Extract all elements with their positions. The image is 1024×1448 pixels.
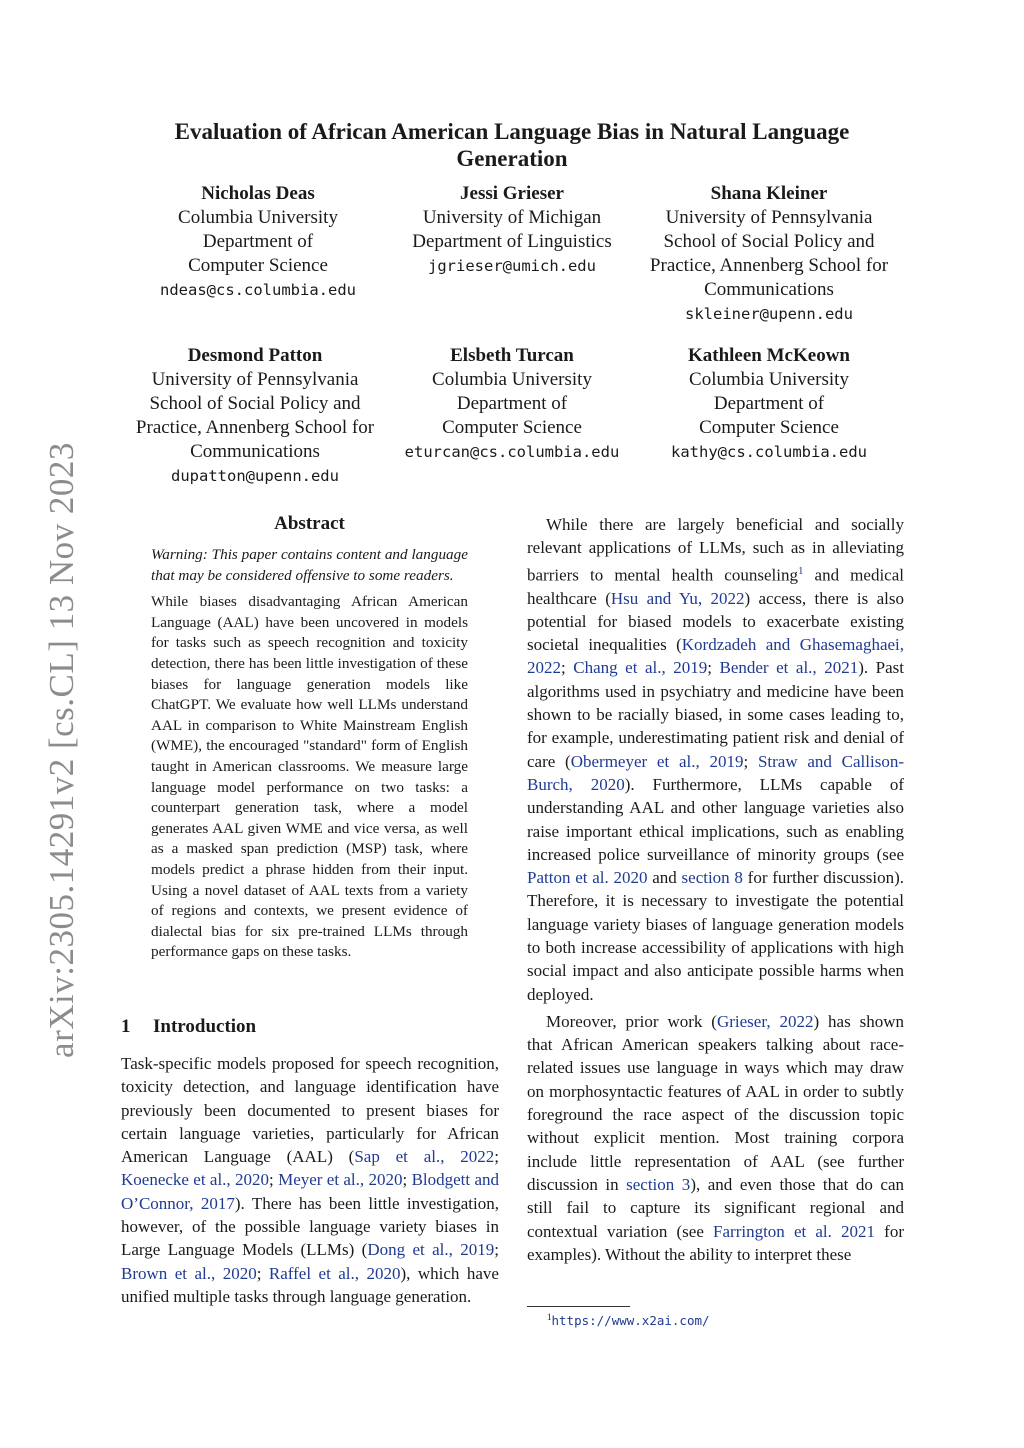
author-email[interactable]: ndeas@cs.columbia.edu (160, 281, 356, 299)
citation-link[interactable]: Blodgett and O’Connor, 2017 (121, 1170, 499, 1213)
citation-link[interactable]: Kordzadeh and Ghasemaghaei, 2022 (527, 635, 905, 678)
paragraph: Task-specific models proposed for speech recognition, toxicity detection, and language identification have previously been documented to present biases for certain language varieties, particularly for African American Language (AAL) (Sap et al., 2022; Koenecke et al., 2020; Meyer et al., 2020; Blodgett and O’Connor, 2017). There has been little investigation, however, of the possible language variety biases in Large Language Models (LLMs) (Dong et al., 2019; Brown et al., 2020; Raffel et al., 2020), which have unified multiple tasks through language generation. (121, 1054, 499, 1306)
author-email[interactable]: skleiner@upenn.edu (685, 305, 853, 323)
author-email[interactable]: eturcan@cs.columbia.edu (404, 443, 620, 461)
author-email[interactable]: jgrieser@umich.edu (428, 257, 596, 275)
intro-left-column (121, 1052, 499, 1308)
author-block (632, 182, 906, 326)
citation-link[interactable]: Hsu and Yu, 2022 (610, 588, 745, 608)
citation-link[interactable]: Raffel et al., 2020 (268, 1263, 401, 1283)
footnote-number: 1 (547, 1312, 552, 1322)
paragraph: Moreover, prior work (Grieser, 2022) has shown that African American speakers talking about race-related issues use language in ways which may draw on morphosyntactic features of AAL in order to subtly foreground the race aspect of the discussion topic without explicit mention. Most training corpora include little representation of AAL (see further discussion in section 3), and even those that do can still fail to capture its significant regional and contextual variation (see Farrington et al. 2021 for examples). Without the ability to interpret these (527, 1011, 905, 1264)
footnote-mark[interactable]: 1 (797, 564, 804, 577)
paper-title: Evaluation of African American Language Bias in Natural Language Generation (174, 119, 850, 171)
citation-link[interactable]: Obermeyer et al., 2019 (570, 751, 744, 771)
paragraph: While there are largely beneficial and socially relevant applications of LLMs, such as in alleviating barriers to mental health counseling$^1$ and medical healthcare (Hsu and Yu, 2022) access, there is also potential for biased models to exacerbate existing societal inequalities (Kordzadeh and Ghasemaghaei, 2022; Chang et al., 2019; Bender et al., 2021). Past algorithms used in psychiatry and medicine have been shown to be racially biased, in some cases leading to, for example, underestimating patient risk and denial of care (Obermeyer et al., 2019; Straw and Callison-Burch, 2020). Furthermore, LLMs capable of understanding AAL and other language varieties also raise important ethical implications, such as enabling increased police surveillance of minority groups (see Patton et al. 2020 and section 8 for further discussion). Therefore, it is necessary to investigate the potential language variety biases of language generation models to both increase accessibility of applications with high social impact and also anticipate possible harms when deployed. (527, 515, 905, 1004)
author-affiliation: Columbia University Department of Computer Science (178, 207, 338, 276)
author-affiliation: University of Michigan Department of Linguistics (412, 207, 612, 252)
author-block (392, 182, 632, 278)
citation-link[interactable]: Patton et al. 2020 (527, 868, 648, 888)
abstract-warning: Warning: This paper contains content and language that may be considered offensive to some readers. (151, 546, 468, 584)
section-link[interactable]: section 3 (626, 1174, 691, 1194)
author-name: Nicholas Deas (201, 183, 315, 204)
author-affiliation: Columbia University Department of Computer Science (432, 369, 592, 438)
author-name: Shana Kleiner (710, 183, 828, 204)
author-email[interactable]: kathy@cs.columbia.edu (671, 443, 867, 461)
citation-link[interactable]: Sap et al., 2022 (354, 1147, 495, 1167)
citation-link[interactable]: Straw and Callison-Burch, 2020 (527, 751, 904, 794)
footnote-url[interactable]: https://www.x2ai.com/ (551, 1313, 710, 1328)
author-name: Elsbeth Turcan (450, 345, 574, 366)
author-block (648, 344, 890, 464)
author-name: Jessi Grieser (460, 183, 564, 204)
author-email[interactable]: dupatton@upenn.edu (171, 467, 339, 485)
section-link[interactable]: section 8 (681, 868, 743, 888)
author-name: Desmond Patton (187, 345, 323, 366)
footnote-divider (527, 1306, 630, 1307)
citation-link[interactable]: Koenecke et al., 2020 (121, 1170, 270, 1190)
section-heading-introduction (121, 1016, 256, 1038)
footnote (547, 1312, 710, 1329)
author-name: Kathleen McKeown (687, 345, 850, 366)
section-title: Introduction (153, 1016, 257, 1037)
citation-link[interactable]: Farrington et al. 2021 (713, 1221, 876, 1241)
abstract-body: While biases disadvantaging African American Language (AAL) have been uncovered in models for tasks such as speech recognition and toxicity detection, there has been little investigation of these biases for language generation models like ChatGPT. We evaluate how well LLMs understand AAL in comparison to White Mainstream English (WME), the encouraged "standard" form of English taught in American classrooms. We measure large language model performance on two tasks: a counterpart generation task, where a model generates AAL given WME and vice versa, as well as a masked span prediction (MSP) task, where models predict a phrase hidden from their input. Using a novel dataset of AAL texts from a variety of regions and contexts, we present evidence of dialectal bias for six pre-trained LLMs through performance gaps on these tasks. (151, 593, 468, 961)
citation-link[interactable]: Bender et al., 2021 (719, 658, 859, 678)
author-block (392, 344, 632, 464)
section-number: 1 (121, 1016, 131, 1037)
arxiv-id: arXiv:2305.14291v2 [cs.CL] 13 Nov 2023 (42, 442, 81, 1058)
abstract-heading: Abstract (274, 513, 345, 534)
citation-link[interactable]: Brown et al., 2020 (121, 1263, 257, 1283)
author-block (130, 182, 386, 302)
citation-link[interactable]: Grieser, 2022 (716, 1011, 814, 1031)
abstract (151, 545, 468, 963)
author-affiliation: Columbia University Department of Computer Science (689, 369, 849, 438)
author-affiliation: University of Pennsylvania School of Social Policy and Practice, Annenberg School for Communications (649, 207, 889, 300)
citation-link[interactable]: Meyer et al., 2020 (278, 1170, 403, 1190)
citation-link[interactable]: Chang et al., 2019 (573, 658, 708, 678)
intro-right-column (527, 513, 904, 1266)
citation-link[interactable]: Dong et al., 2019 (367, 1240, 495, 1260)
author-block (118, 344, 392, 488)
author-affiliation: University of Pennsylvania School of Social Policy and Practice, Annenberg School for Communications (135, 369, 375, 462)
